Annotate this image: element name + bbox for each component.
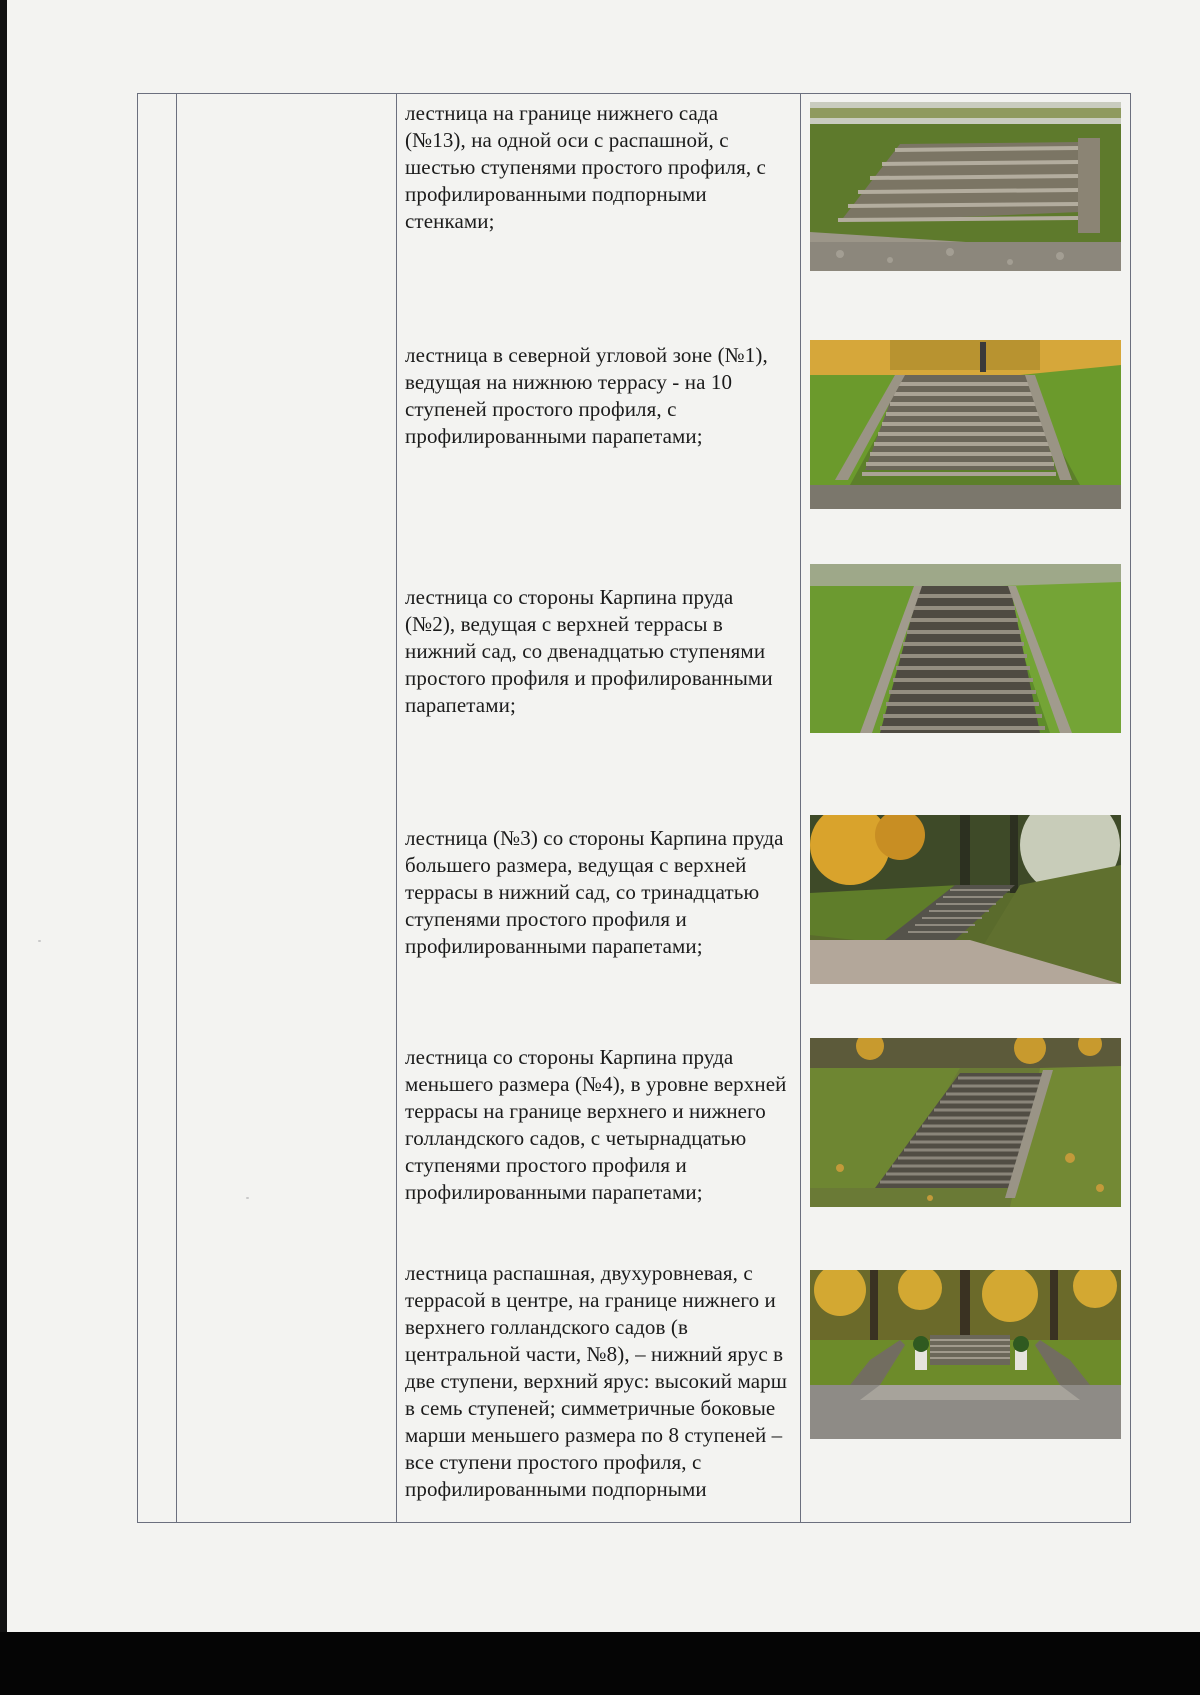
scan-speck (38, 940, 41, 942)
scan-left-edge (0, 0, 7, 1632)
stair-description: лестница со стороны Карпина пруда меньшего размера (№4), в уровне верхней террасы на границе верхнего и нижнего голландского садов, с четырнадцатью ступенями простого профиля и профилированными парапетами; (405, 1045, 787, 1204)
stairs-photo-image (810, 102, 1121, 271)
stairs-photo-image (810, 1038, 1121, 1207)
document-table (137, 93, 1131, 1523)
stair-description: лестница со стороны Карпина пруда (№2), ведущая с верхней террасы в нижний сад, со двенадцатью ступенями простого профиля и профилированными парапетами; (405, 585, 773, 717)
scan-bottom-bar (0, 1632, 1200, 1695)
stair-description: лестница на границе нижнего сада (№13), на одной оси с распашной, с шестью ступенями простого профиля, с профилированными подпорными стенками; (405, 101, 766, 233)
column-divider (396, 94, 397, 1522)
stair-description: лестница (№3) со стороны Карпина пруда большего размера, ведущая с верхней террасы в нижний сад, со тринадцатью ступенями простого профиля и профилированными парапетами; (405, 826, 784, 958)
stairs-photo-image (810, 1270, 1121, 1439)
stairs-photo-image (810, 564, 1121, 733)
column-divider (800, 94, 801, 1522)
stairs-photo (810, 340, 1121, 509)
stairs-photo (810, 102, 1121, 271)
column-divider (176, 94, 177, 1522)
stairs-photo-image (810, 340, 1121, 509)
stairs-photo (810, 1270, 1121, 1439)
stairs-photo-image (810, 815, 1121, 984)
stairs-photo (810, 815, 1121, 984)
stairs-photo (810, 564, 1121, 733)
stairs-photo (810, 1038, 1121, 1207)
stair-description: лестница распашная, двухуровневая, с террасой в центре, на границе нижнего и верхнего голландского садов (в центральной части, №8), – нижний ярус в две ступени, верхний ярус: высокий марш в семь ступеней; симметричные боковые марши меньшего размера по 8 ступеней – все ступени простого профиля, с профилированными подпорными (405, 1261, 787, 1501)
stair-description: лестница в северной угловой зоне (№1), ведущая на нижнюю террасу - на 10 ступеней простого профиля, с профилированными парапетами; (405, 343, 768, 448)
